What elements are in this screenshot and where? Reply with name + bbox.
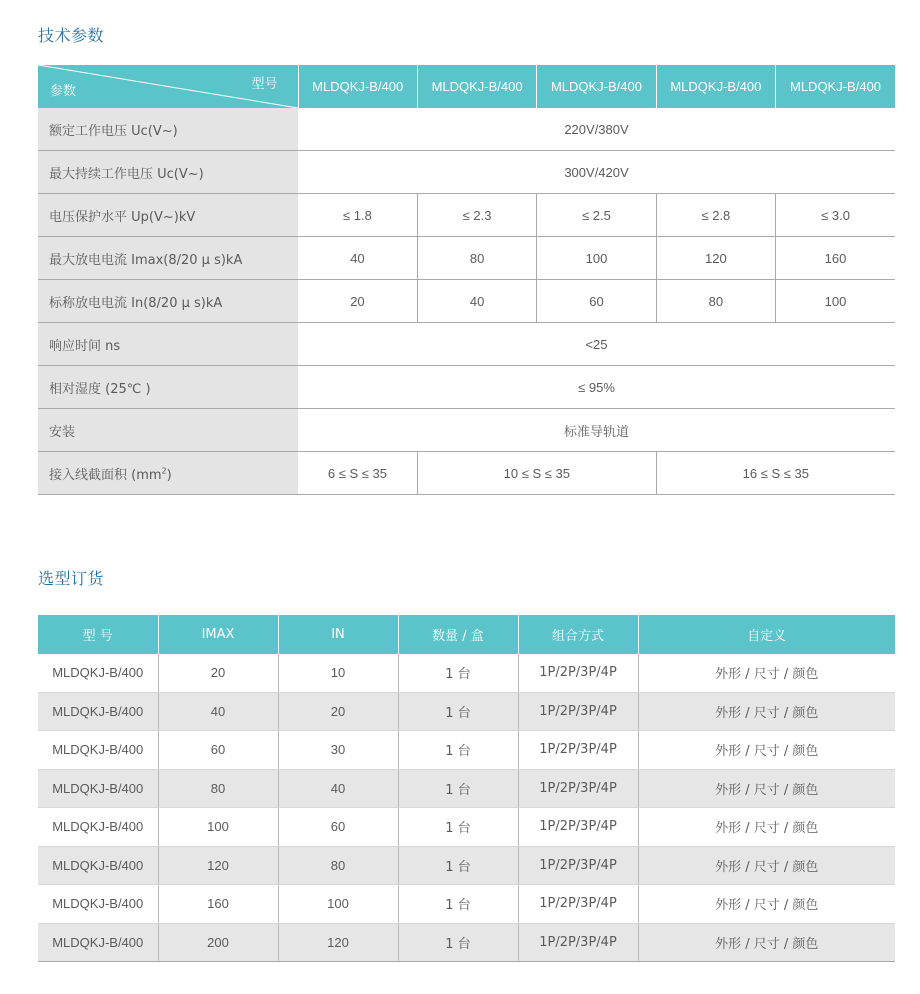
order-table — [38, 615, 895, 962]
spec-row-label: 响应时间 ns — [38, 323, 298, 366]
table-cell: 120 — [278, 923, 398, 962]
table-cell: MLDQKJ-B/400 — [38, 654, 158, 692]
model-header-label: 型号 — [251, 77, 278, 92]
model-column-header: MLDQKJ-B/400 — [417, 65, 536, 108]
table-cell: MLDQKJ-B/400 — [38, 731, 158, 770]
spec-value: ≤ 95% — [298, 366, 895, 409]
table-cell: MLDQKJ-B/400 — [38, 846, 158, 885]
table-cell: 20 — [158, 654, 278, 692]
table-cell: 1 台 — [398, 654, 518, 692]
table-cell: 60 — [158, 731, 278, 770]
spec-section-title: 技术参数 — [38, 26, 105, 45]
spec-value: ≤ 3.0 — [776, 194, 895, 237]
spec-row-label: 安装 — [38, 409, 298, 452]
spec-value: 40 — [298, 237, 417, 280]
spec-value: 160 — [776, 237, 895, 280]
spec-value: ≤ 2.8 — [656, 194, 775, 237]
spec-header-row — [38, 65, 895, 108]
spec-value: ≤ 1.8 — [298, 194, 417, 237]
table-cell: MLDQKJ-B/400 — [38, 923, 158, 962]
table-cell: 30 — [278, 731, 398, 770]
spec-row-installation — [38, 409, 895, 452]
table-cell: 外形 / 尺寸 / 颜色 — [638, 654, 895, 692]
order-section-title: 选型订货 — [38, 569, 105, 588]
table-cell: 1 台 — [398, 846, 518, 885]
table-cell: 1P/2P/3P/4P — [518, 846, 638, 885]
spec-row-max-discharge — [38, 237, 895, 280]
spec-row-label: 额定工作电压 Uc(V~) — [38, 108, 298, 151]
table-cell: 10 — [278, 654, 398, 692]
model-column-header: MLDQKJ-B/400 — [776, 65, 895, 108]
table-row — [38, 731, 895, 770]
spec-value: 标准导轨道 — [298, 409, 895, 452]
order-column-header: IN — [278, 615, 398, 654]
table-cell: 1P/2P/3P/4P — [518, 654, 638, 692]
table-cell: 1P/2P/3P/4P — [518, 808, 638, 847]
spec-value: 20 — [298, 280, 417, 323]
table-cell: 外形 / 尺寸 / 颜色 — [638, 885, 895, 924]
spec-row-rated-voltage — [38, 108, 895, 151]
table-cell: 1 台 — [398, 923, 518, 962]
spec-value: ≤ 2.3 — [417, 194, 536, 237]
model-column-header: MLDQKJ-B/400 — [656, 65, 775, 108]
spec-value: <25 — [298, 323, 895, 366]
spec-row-label: 最大放电电流 Imax(8/20 μ s)kA — [38, 237, 298, 280]
table-cell: 80 — [278, 846, 398, 885]
table-cell: MLDQKJ-B/400 — [38, 885, 158, 924]
spec-row-label: 标称放电电流 In(8/20 μ s)kA — [38, 280, 298, 323]
table-cell: 1P/2P/3P/4P — [518, 923, 638, 962]
table-cell: 外形 / 尺寸 / 颜色 — [638, 846, 895, 885]
table-cell: 100 — [278, 885, 398, 924]
spec-row-nominal-discharge — [38, 280, 895, 323]
table-cell: 1P/2P/3P/4P — [518, 769, 638, 808]
spec-value: 80 — [656, 280, 775, 323]
spec-value: 80 — [417, 237, 536, 280]
table-cell: 1P/2P/3P/4P — [518, 692, 638, 731]
spec-row-label: 相对湿度 (25℃ ) — [38, 366, 298, 409]
spec-row-humidity — [38, 366, 895, 409]
table-cell: 外形 / 尺寸 / 颜色 — [638, 731, 895, 770]
table-cell: 1 台 — [398, 808, 518, 847]
table-cell: 1P/2P/3P/4P — [518, 731, 638, 770]
table-row — [38, 808, 895, 847]
table-cell: 外形 / 尺寸 / 颜色 — [638, 808, 895, 847]
table-cell: 200 — [158, 923, 278, 962]
table-cell: 外形 / 尺寸 / 颜色 — [638, 923, 895, 962]
spec-value: ≤ 2.5 — [537, 194, 656, 237]
spec-row-wire-area — [38, 452, 895, 495]
wire-area-label-sup: 2 — [161, 466, 167, 476]
table-cell: MLDQKJ-B/400 — [38, 769, 158, 808]
table-row — [38, 769, 895, 808]
order-header-row — [38, 615, 895, 654]
order-column-header: 自定义 — [638, 615, 895, 654]
table-cell: 60 — [278, 808, 398, 847]
spec-row-label: 最大持续工作电压 Uc(V~) — [38, 151, 298, 194]
wire-area-label-prefix: 接入线截面积 (mm — [49, 467, 162, 483]
spec-row-label: 电压保护水平 Up(V~)kV — [38, 194, 298, 237]
order-column-header: 型 号 — [38, 615, 158, 654]
model-column-header: MLDQKJ-B/400 — [537, 65, 656, 108]
table-cell: 120 — [158, 846, 278, 885]
table-cell: 1 台 — [398, 769, 518, 808]
table-cell: 1 台 — [398, 692, 518, 731]
spec-value: 10 ≤ S ≤ 35 — [417, 452, 656, 495]
table-cell: 40 — [278, 769, 398, 808]
spec-header-corner — [38, 65, 298, 108]
spec-value: 60 — [537, 280, 656, 323]
table-cell: MLDQKJ-B/400 — [38, 808, 158, 847]
table-cell: 100 — [158, 808, 278, 847]
table-row — [38, 885, 895, 924]
order-table-body — [38, 654, 895, 962]
spec-table — [38, 65, 895, 495]
table-cell: 1P/2P/3P/4P — [518, 885, 638, 924]
param-header-label: 参数 — [50, 84, 77, 99]
table-row — [38, 846, 895, 885]
spec-row-label — [38, 452, 298, 495]
spec-value: 100 — [537, 237, 656, 280]
table-cell: 160 — [158, 885, 278, 924]
table-row — [38, 692, 895, 731]
spec-value: 16 ≤ S ≤ 35 — [656, 452, 895, 495]
order-column-header: 组合方式 — [518, 615, 638, 654]
spec-value: 40 — [417, 280, 536, 323]
order-column-header: 数量 / 盒 — [398, 615, 518, 654]
table-cell: 20 — [278, 692, 398, 731]
spec-row-max-cont-voltage — [38, 151, 895, 194]
table-row — [38, 923, 895, 962]
table-cell: 外形 / 尺寸 / 颜色 — [638, 692, 895, 731]
table-cell: 40 — [158, 692, 278, 731]
spec-row-response-time — [38, 323, 895, 366]
table-cell: 1 台 — [398, 885, 518, 924]
table-cell: 外形 / 尺寸 / 颜色 — [638, 769, 895, 808]
table-cell: MLDQKJ-B/400 — [38, 692, 158, 731]
model-column-header: MLDQKJ-B/400 — [298, 65, 417, 108]
spec-value: 120 — [656, 237, 775, 280]
spec-value: 300V/420V — [298, 151, 895, 194]
spec-value: 220V/380V — [298, 108, 895, 151]
order-column-header: IMAX — [158, 615, 278, 654]
spec-value: 100 — [776, 280, 895, 323]
spec-row-protection-level — [38, 194, 895, 237]
table-row — [38, 654, 895, 692]
table-cell: 1 台 — [398, 731, 518, 770]
table-cell: 80 — [158, 769, 278, 808]
spec-value: 6 ≤ S ≤ 35 — [298, 452, 417, 495]
wire-area-label-suffix: ) — [166, 467, 172, 483]
